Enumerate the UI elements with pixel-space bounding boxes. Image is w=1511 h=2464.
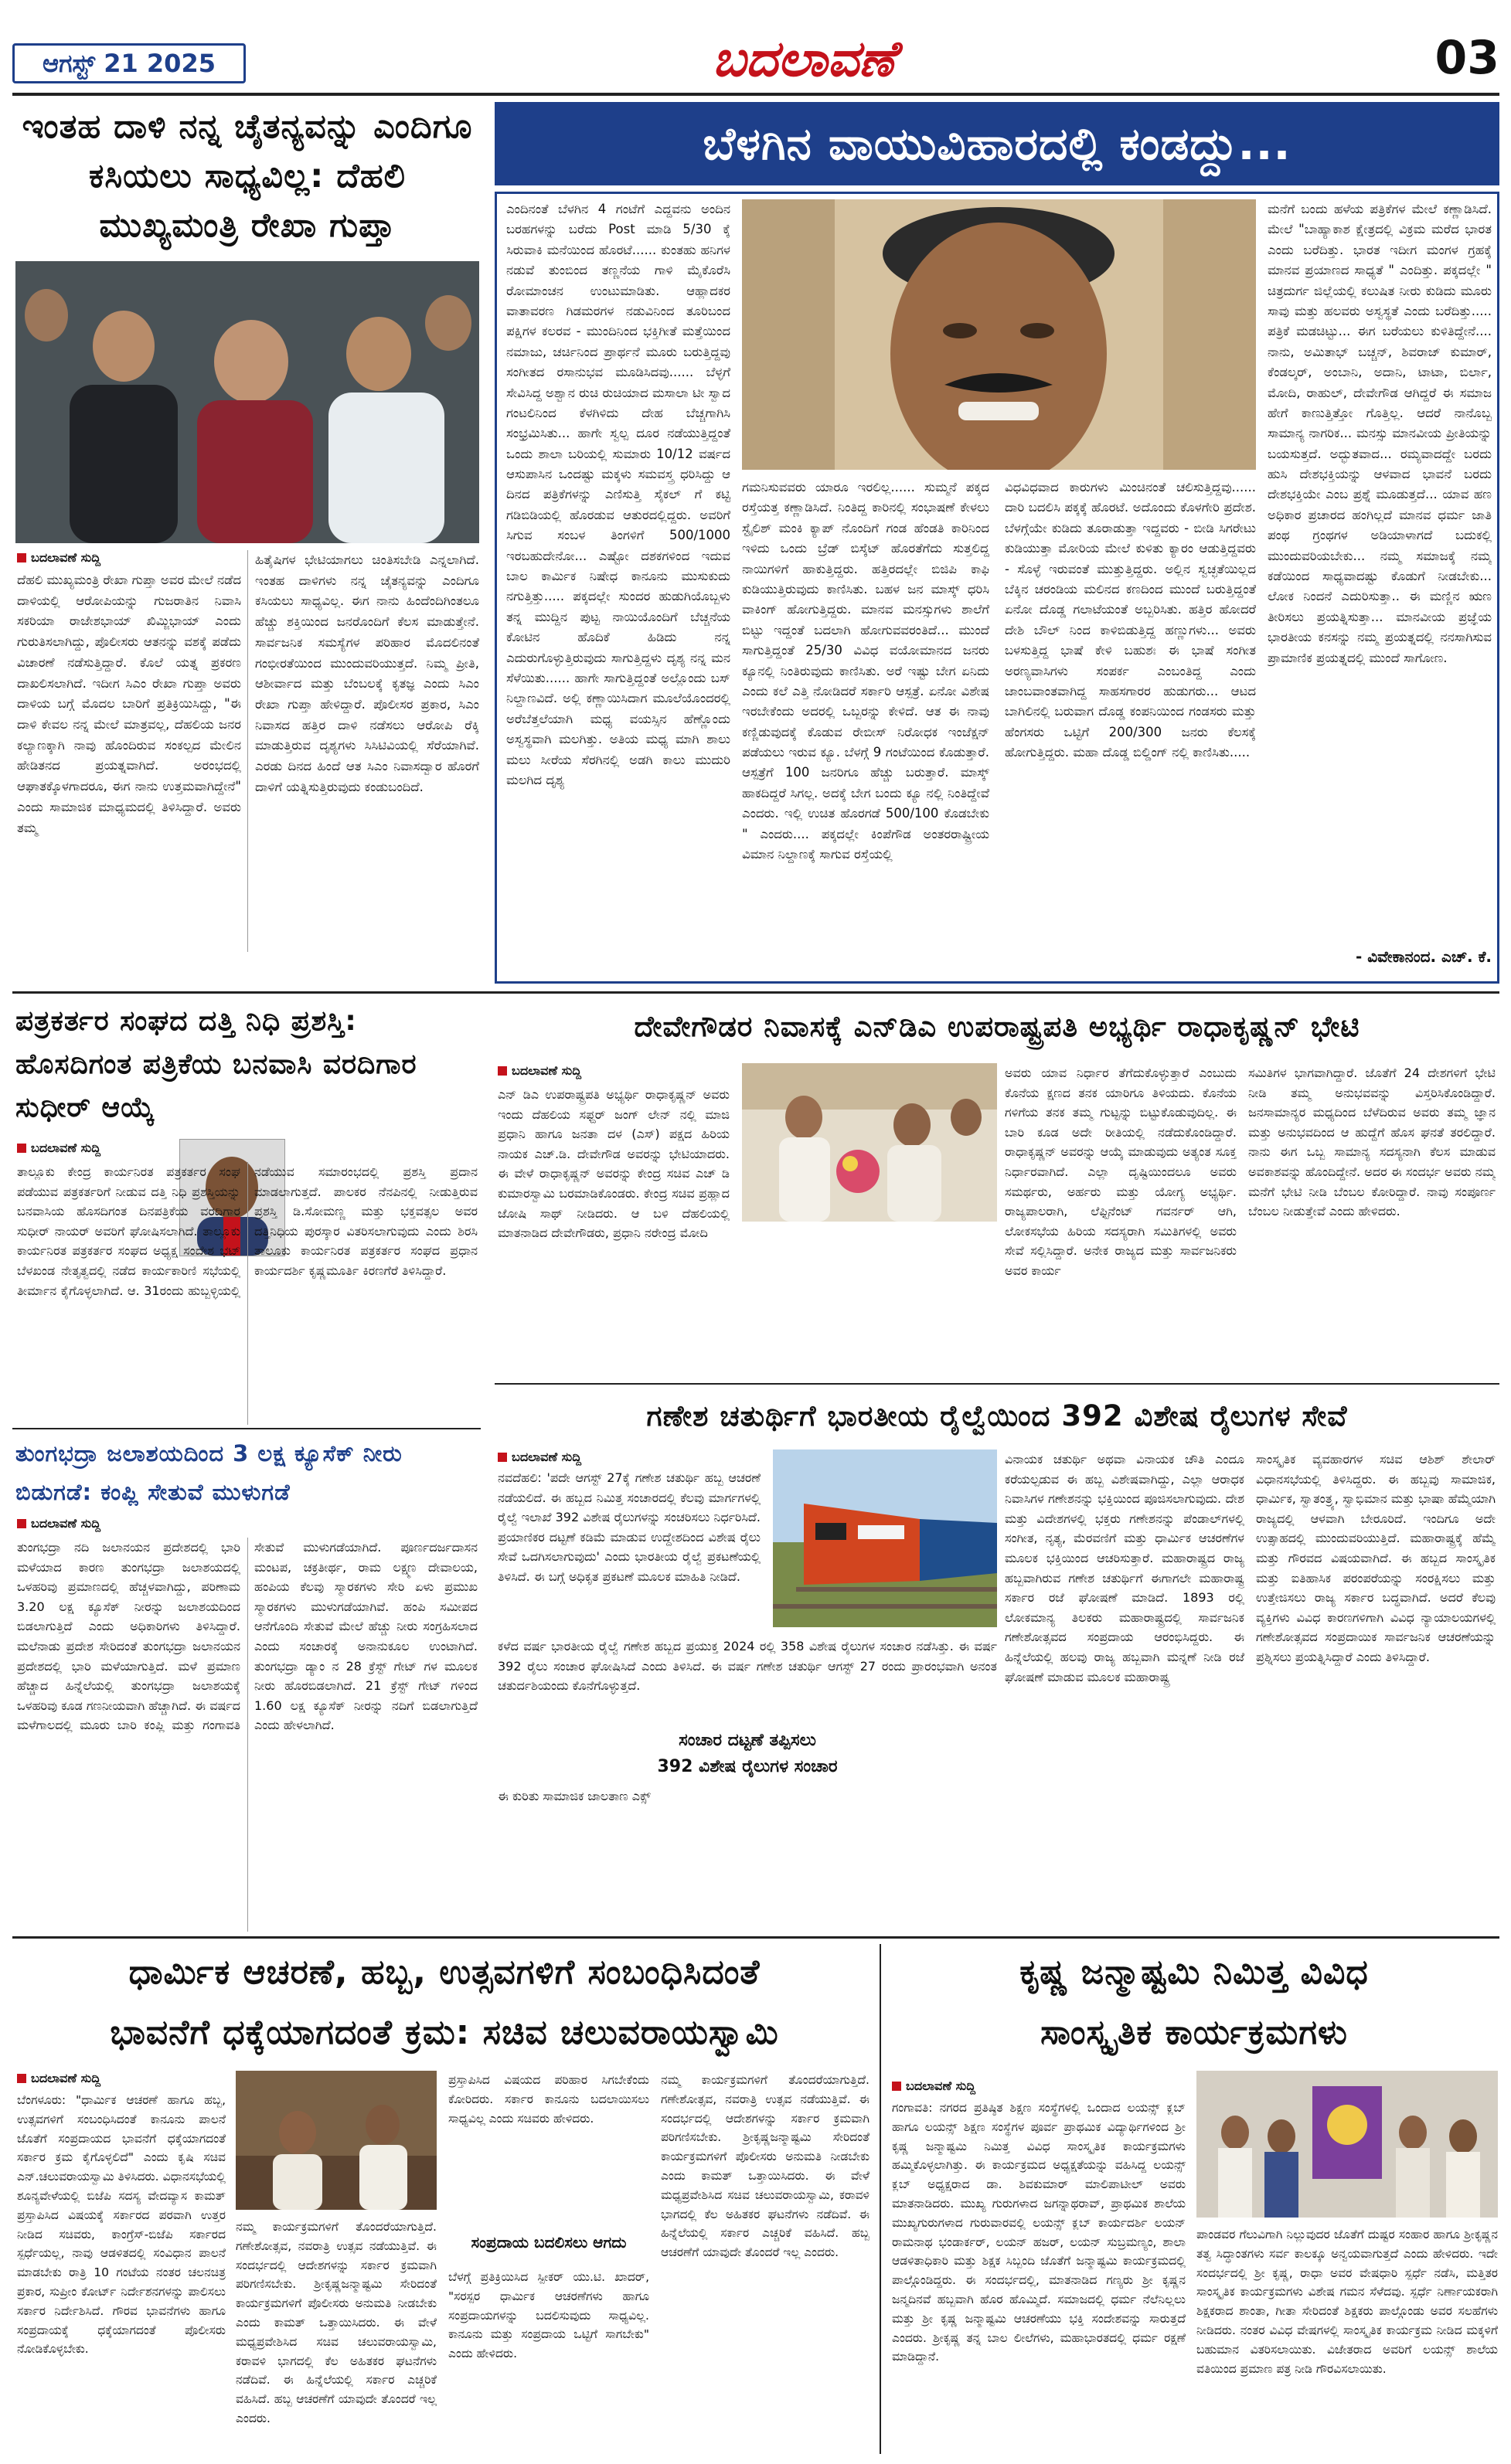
feature-col2: ಗಮನಿಸುವವರು ಯಾರೂ ಇರಲಿಲ್ಲ...... ಸುಮ್ಮನೆ ಪಕ್ಕದ ರಸ್ತೆಯತ್ತ ಕಣ್ಣಾಡಿಸಿದೆ. ನಿಂತಿದ್ದ ಕಾರಿನಲ್ಲಿ ಸಂಭಾಷಣೆ ಕೇಳಲು ಸ್ಟೈಲಿಶ್ ಮಂಕಿ ಕ್ಯಾಪ್ ನೊಂದಿಗೆ ಗಂಡ ಹೆಂಡತಿ ಕಾರಿನಿಂದ ಇಳಿದು ಒಂದು ಬ್ರೆಡ್ ಬಿಸ್ಕೆಟ್ ಹೊರತೆಗೆದು ಸುತ್ತಲಿದ್ದ ನಾಯಿಗಳಿಗೆ ಹಾಕುತ್ತಿದ್ದರು. ಹತ್ತಿರದಲ್ಲೇ ಬಿಜಿಪಿ ಕಾಫಿ ಕುಡಿಯುತ್ತಿರುವುದು ಕಾಣಿಸಿತು. ಬಹಳ ಜನ ಮಾಸ್ಕ್ ಧರಿಸಿ ವಾಕಿಂಗ್ ಹೋಗುತ್ತಿದ್ದರು. ಮಾನವ ಮನಸ್ಸುಗಳು ಶಾಲೆಗೆ ಬಿಟ್ಟು ಇದ್ದಂತೆ ಬದಲಾಗಿ ಹೋಗುವವರಂತಿದೆ... ಮುಂದೆ ಸಾಗುತ್ತಿದ್ದಂತೆ 25/30 ವಿವಿಧ ವಯೋಮಾನದ ಜನರು ಕ್ಯೂನಲ್ಲಿ ನಿಂತಿರುವುದು ಕಾಣಿಸಿತು. ಅರೆ ಇಷ್ಟು ಬೇಗ ಏನಿದು ಎಂದು ಕಲೆ ಎತ್ತಿ ನೋಡಿದರೆ ಸರ್ಕಾರಿ ಆಸ್ಪತ್ರೆ. ಏನೋ ವಿಶೇಷ ಇರಬೇಕೆಂದು ಅದರಲ್ಲಿ ಒಬ್ಬರನ್ನು ಕೇಳಿದೆ. ಆತ ಈ ನಾವು ಕಣ್ಣಿಡುವುದಕ್ಕೆ ಕೊಡುವ ರೇಬೀಸ್ ನಿರೋಧಕ ಇಂಜೆಕ್ಷನ್ ಪಡೆಯಲು ಇರುವ ಕ್ಯೂ. ಬೆಳಗ್ಗೆ 9 ಗಂಟೆಯಿಂದ ಕೊಡುತ್ತಾರೆ. ಆಸ್ಪತ್ರೆಗೆ 100 ಜನರಿಗೂ ಹೆಚ್ಚು ಬರುತ್ತಾರೆ. ಮಾಸ್ಕ್ ಹಾಕದಿದ್ದರೆ ಸಿಗಲ್ಲ. ಅದಕ್ಕೆ ಬೇಗ ಬಂದು ಕ್ಯೂ ನಲ್ಲಿ ನಿಂತಿದ್ದೇವೆ ಎಂದರು. ಇಲ್ಲಿ ಉಚಿತ ಹೊರಗಡೆ 500/100 ಕೊಡಬೇಕು " ಎಂದರು.... ಪಕ್ಕದಲ್ಲೇ ಕಿಂಪೆಗೌಡ ಅಂತರರಾಷ್ಟ್ರೀಯ ವಿಮಾನ ನಿಲ್ದಾಣಕ್ಕೆ ಸಾಗುವ ರಸ್ತೆಯಲ್ಲಿ [742,480,989,862]
tunga-byline [17,1516,241,1536]
brand-logo: ಬದಲಾವಣೆ [712,31,896,88]
byline-marker-icon [17,1144,26,1153]
byline-text: ಬದಲಾವಣೆ ಸುದ್ದಿ [512,1450,582,1464]
dharmika-col2: ನಮ್ಮ ಕಾರ್ಯಕ್ರಮಗಳಿಗೆ ತೊಂದರೆಯಾಗುತ್ತಿದೆ. ಗಣೇಶೋತ್ಸವ, ನವರಾತ್ರಿ ಉತ್ಸವ ನಡೆಯುತ್ತಿವೆ. ಈ ಸಂದರ್ಭದಲ್ಲಿ ಆದೇಶಗಳನ್ನು ಸರ್ಕಾರ ಕ್ರಮವಾಗಿ ಪರಿಗಣಿಸಬೇಕು. ಶ್ರೀಕೃಷ್ಣಜನ್ಮಾಷ್ಟಮಿ ಸೇರಿದಂತೆ ಕಾರ್ಯಕ್ರಮಗಳಿಗೆ ಪೊಲೀಸರು ಅನುಮತಿ ನೀಡಬೇಕು ಎಂದು ಕಾಮತ್ ಒತ್ತಾಯಿಸಿದರು. ಈ ವೇಳೆ ಮಧ್ಯಪ್ರವೇಶಿಸಿದ ಸಚಿವ ಚಲುವರಾಯಸ್ವಾಮಿ, ಕರಾವಳಿ ಭಾಗದಲ್ಲಿ ಕೆಲ ಅಹಿತಕರ ಘಟನೆಗಳು ನಡೆದಿವೆ. ಈ ಹಿನ್ನೆಲೆಯಲ್ಲಿ ಸರ್ಕಾರ ಎಚ್ಚರಿಕೆ ವಹಿಸಿದೆ. ಹಬ್ಬ ಆಚರಣೆಗೆ ಯಾವುದೇ ತೊಂದರೆ ಇಲ್ಲ ಎಂದರು. [236,2220,437,2425]
devegowda-col1: ಎನ್ ಡಿಎ ಉಪರಾಷ್ಟ್ರಪತಿ ಅಭ್ಯರ್ಥಿ ರಾಧಾಕೃಷ್ಣನ್ ಅವರು ಇಂದು ದೆಹಲಿಯ ಸಫ್ದರ್ ಜಂಗ್ ಲೇನ್ ನಲ್ಲಿ ಮಾಜಿ ಪ್ರಧಾನಿ ಹಾಗೂ ಜನತಾ ದಳ (ಎಸ್) ಪಕ್ಷದ ಹಿರಿಯ ನಾಯಕ ಎಚ್.ಡಿ. ದೇವೇಗೌಡ ಅವರನ್ನು ಭೇಟಿಯಾದರು. ಈ ವೇಳೆ ರಾಧಾಕೃಷ್ಣನ್ ಅವರನ್ನು ಕೇಂದ್ರ ಸಚಿವ ಎಚ್ ಡಿ ಕುಮಾರಸ್ವಾಮಿ ಬರಮಾಡಿಕೊಂಡರು. ಕೇಂದ್ರ ಸಚಿವ ಪ್ರಹ್ಲಾದ ಜೋಷಿ ಸಾಥ್ ನೀಡಿದರು. ಆ ಬಳಿ ದೆಹಲಿಯಲ್ಲಿ ಮಾತನಾಡಿದ ದೇವೇಗೌಡರು, ಪ್ರಧಾನಿ ನರೇಂದ್ರ ಮೋದಿ [498,1087,730,1241]
page-number: 03 [1434,31,1499,85]
devegowda-col3: ಸಮಿತಿಗಳ ಭಾಗವಾಗಿದ್ದಾರೆ. ಜೊತೆಗೆ 24 ದೇಶಗಳಿಗೆ ಭೇಟಿ ನೀಡಿ ತಮ್ಮ ಅನುಭವವನ್ನು ವಿಸ್ತರಿಸಿಕೊಂಡಿದ್ದಾರೆ. ಜನಸಾಮಾನ್ಯರ ಮಧ್ಯದಿಂದ ಬೆಳೆದಿರುವ ಅವರು ತಮ್ಮ ಜ್ಞಾನ ಮತ್ತು ಅನುಭವದಿಂದ ಆ ಹುದ್ದೆಗೆ ಹೊಸ ಘನತೆ ತರಲಿದ್ದಾರೆ. ನಾನು ಈಗ ಒಬ್ಬ ಸಾಮಾನ್ಯ ಸದಸ್ಯನಾಗಿ ಕೆಲಸ ಮಾಡುವ ಅವಕಾಶವನ್ನು ಹೊಂದಿದ್ದೇನೆ. ಅದರ ಈ ಸಂದರ್ಭ ಅವರು ನಮ್ಮ ಮನೆಗೆ ಭೇಟಿ ನೀಡಿ ಬೆಂಬಲ ಕೋರಿದ್ದಾರೆ. ನಾವು ಸಂಪೂರ್ಣ ಬೆಂಬಲ ನೀಡುತ್ತೇವೆ ಎಂದು ಹೇಳಿದರು. [1248,1065,1496,1219]
feature-col3: ವಿಧವಿಧವಾದ ಕಾರುಗಳು ಮಿಂಚಿನಂತೆ ಚಲಿಸುತ್ತಿದ್ದವು...... ದಾರಿ ಬದಲಿಸಿ ಪಕ್ಕಕ್ಕೆ ಹೊರಟೆ. ಅದೊಂದು ಕೊಳಗೇರಿ ಪ್ರದೇಶ. ಬೆಳಗ್ಗೆಯೇ ಕುಡಿದು ತೂರಾಡುತ್ತಾ ಇದ್ದವರು - ಬೀಡಿ ಸಿಗರೇಟು ಕುಡಿಯುತ್ತಾ ಮೋರಿಯ ಮೇಲೆ ಕುಳಿತು ಕ್ಯಾರಂ ಆಡುತ್ತಿದ್ದವರು - ಸೊಳ್ಳೆ ಇರುವಂತೆ ಮುತ್ತುತ್ತಿದ್ದರು. ಅಲ್ಲಿನ ಸ್ವಚ್ಛತೆಯಿಲ್ಲದ ಬೆಕ್ಕಿನ ಚರಂಡಿಯ ಮಲಿನದ ಕಣದಿಂದ ಮುಂದೆ ಬರುತ್ತಿದ್ದಂತೆ ಏನೋ ದೊಡ್ಡ ಗಲಾಟೆಯಂತೆ ಅಬ್ಬರಿಸಿತು. ಹತ್ತಿರ ಹೋದರೆ ದೇಶಿ ಬೌಲ್ ನಿಂದ ಕಾಳಿಬಿಡುತ್ತಿದ್ದ ಹಣ್ಣುಗಳು... ಅವರು ಬಳಸುತ್ತಿದ್ದ ಭಾಷೆ ಕೇಳಿ ಬಹುಶಃ ಈ ಭಾಷೆ ಸಂಗೀತ ಅರಣ್ಯವಾಸಿಗಳು ಸಂಪರ್ಕ ಎಂಬಂತಿದ್ದ ಎಂದು ಜಾಂಬವಾಂತವಾಗಿದ್ದ ಸಾಹಸಗಾರರ ಹುಡುಗರು... ಆಟದ ಬಾಗಿಲಿನಲ್ಲಿ ಬರುವಾಗ ದೊಡ್ಡ ಕಂಪನಿಯಿಂದ ಗಂಡಸರು ಮತ್ತು ಹೆಂಗಸರು ಒಟ್ಟಿಗೆ 200/300 ಜನರು ಕೆಲಸಕ್ಕೆ ಹೋಗುತ್ತಿದ್ದರು. ಮಹಾ ದೊಡ್ಡ ಬಿಲ್ಡಿಂಗ್ ನಲ್ಲಿ ಕಾಣಿಸಿತು..... [1005,480,1256,760]
feature-signature: - ವಿವೇಕಾನಂದ. ಎಚ್. ಕೆ. [1355,947,1492,966]
byline-text: ಬದಲಾವಣೆ ಸುದ್ದಿ [31,1140,101,1155]
devegowda-headline: ದೇವೇಗೌಡರ ನಿವಾಸಕ್ಕೆ ಎನ್‌ಡಿಎ ಉಪರಾಷ್ಟ್ರಪತಿ ಅಭ್ಯರ್ಥಿ ರಾಧಾಕೃಷ್ಣನ್ ಭೇಟಿ [634,1010,1360,1043]
masthead [0,0,1511,93]
dharmika-col3b: ಬೆಳಗ್ಗೆ ಪ್ರತಿಕ್ರಿಯಿಸಿದ ಸ್ಪೀಕರ್ ಯು.ಟಿ. ಖಾದರ್, "ಸರಸ್ಪರ ಧಾರ್ಮಿಕ ಆಚರಣೆಗಳು ಹಾಗೂ ಸಂಪ್ರದಾಯಗಳನ್ನು ಬದಲಿಸುವುದು ಸಾಧ್ಯವಿಲ್ಲ. ಕಾನೂನು ಮತ್ತು ಸಂಪ್ರದಾಯ ಒಟ್ಟಿಗೆ ಸಾಗಬೇಕು" ಎಂದು ಹೇಳಿದರು. [448,2270,649,2361]
dharmika-byline [17,2071,226,2091]
dehli-byline [17,550,241,570]
dehli-col1: ದೆಹಲಿ ಮುಖ್ಯಮಂತ್ರಿ ರೇಖಾ ಗುಪ್ತಾ ಅವರ ಮೇಲೆ ನಡೆದ ದಾಳಿಯಲ್ಲಿ ಆರೋಪಿಯನ್ನು ಗುಜರಾತಿನ ನಿವಾಸಿ ಸಕರಿಯಾ ರಾಜೇಶಭಾಯ್ ಖಿಮ್ಜಿಭಾಯ್ ಎಂದು ಗುರುತಿಸಲಾಗಿದ್ದು, ಪೊಲೀಸರು ಆತನನ್ನು ವಶಕ್ಕೆ ಪಡೆದು ವಿಚಾರಣೆ ನಡೆಸುತ್ತಿದ್ದಾರೆ. ಕೊಲೆ ಯತ್ನ ಪ್ರಕರಣ ದಾಖಲಿಸಲಾಗಿದೆ. ಇದೀಗ ಸಿಎಂ ರೇಖಾ ಗುಪ್ತಾ ಅವರು ದಾಳಿಯ ಬಗ್ಗೆ ಮೊದಲ ಬಾರಿಗೆ ಪ್ರತಿಕ್ರಿಯಿಸಿದ್ದು, "ಈ ದಾಳಿ ಕೇವಲ ನನ್ನ ಮೇಲೆ ಮಾತ್ರವಲ್ಲ, ದೆಹಲಿಯ ಜನರ ಕಲ್ಯಾಣಕ್ಕಾಗಿ ನಾವು ಹೊಂದಿರುವ ಸಂಕಲ್ಪದ ಮೇಲಿನ ಹೇಡಿತನದ ಪ್ರಯತ್ನವಾಗಿದೆ. ಅರಂಭದಲ್ಲಿ ಆಘಾತಕ್ಕೊಳಗಾದರೂ, ಈಗ ನಾನು ಉತ್ತಮವಾಗಿದ್ದೇನೆ" ಎಂದು ಸಾಮಾಜಿಕ ಮಾಧ್ಯಮದಲ್ಲಿ ತಿಳಿಸಿದ್ದಾರೆ. ಅವರು ತಮ್ಮ [17,573,241,835]
byline-marker-icon [17,1519,26,1528]
patrakartara-text: ತಾಲ್ಲೂಕು ಕೇಂದ್ರ ಕಾರ್ಯನಿರತ ಪತ್ರಕರ್ತರ ಸಂಘ ಪಡೆಯುವ ಪತ್ರಕರ್ತರಿಗೆ ನೀಡುವ ದತ್ತಿ ನಿಧಿ ಪ್ರಶಸ್ತಿಯನ್ನು ಬನವಾಸಿಯ ಹೊಸದಿಗಂತ ದಿನಪತ್ರಿಕೆಯ ವರದಿಗಾರ ಸುಧೀರ್ ನಾಯರ್ ಅವರಿಗೆ ಘೋಷಿಸಲಾಗಿದೆ. ತಾಲ್ಲೂಕು ಕಾರ್ಯನಿರತ ಪತ್ರಕರ್ತರ ಸಂಘದ ಅಧ್ಯಕ್ಷ ಸಂದೇಶ ಭಟ್ ಬೆಳಖಂಡ ನೇತೃತ್ವದಲ್ಲಿ ನಡೆದ ಕಾರ್ಯಕಾರಿಣಿ ಸಭೆಯಲ್ಲಿ ತೀರ್ಮಾನ ಕೈಗೊಳ್ಳಲಾಗಿದೆ. ಆ. 31ರಂದು ಹುಬ್ಬಳ್ಳಿಯಲ್ಲಿ ನಡೆಯುವ ಸಮಾರಂಭದಲ್ಲಿ ಪ್ರಶಸ್ತಿ ಪ್ರದಾನ ಮಾಡಲಾಗುತ್ತದೆ. ಪಾಲಕರ ನೆನಪಿನಲ್ಲಿ ನೀಡುತ್ತಿರುವ ಪ್ರಶಸ್ತಿ ಡಿ.ಸೋಮಣ್ಣ ಮತ್ತು ಭಕ್ತವತ್ಸಲ ಅವರ ದತ್ತಿನಿಧಿಯ ಪುರಸ್ಕಾರ ವಿತರಿಸಲಾಗುವುದು ಎಂದು ಶಿರಸಿ ತಾಲೂಕು ಕಾರ್ಯನಿರತ ಪತ್ರಕರ್ತರ ಸಂಘದ ಪ್ರಧಾನ ಕಾರ್ಯದರ್ಶಿ ಕೃಷ್ಣಮೂರ್ತಿ ಕಿರಣಗೆರೆ ತಿಳಿಸಿದ್ದಾರೆ. [17,1164,478,1298]
feature-col1: ಎಂದಿನಂತೆ ಬೆಳಗಿನ 4 ಗಂಟೆಗೆ ಎದ್ದವನು ಅಂದಿನ ಬರಹಗಳನ್ನು ಬರೆದು Post ಮಾಡಿ 5/30 ಕ್ಕೆ ಸಿರುವಾಕಿ ಮನೆಯಿಂದ ಹೊರಟೆ...... ಕುಂತಹು ಹನಿಗಳ ನಡುವೆ ತುಂಬಿಂದ ತಣ್ಣನೆಯ ಗಾಳಿ ಮೈಕೊರೆಸಿ ರೋಮಾಂಚನ ಉಂಟುಮಾಡಿತು. ಆಹ್ಲಾದಕರ ವಾತಾವರಣ ಗಿಡಮರಗಳ ನಡುವಿನಿಂದ ತೂರಿಬಂದ ಪಕ್ಷಿಗಳ ಕಲರವ - ಮುಂದಿನಿಂದ ಭಕ್ತಿಗೀತೆ ಮತ್ತೆಯಿಂದ ನಮಾಜು, ಚರ್ಚಿನಿಂದ ಪ್ರಾರ್ಥನೆ ಮೂರು ಬರುತ್ತಿದ್ದವು ಸಂಗೀತದ ರಸಾನುಭವ ಮೂಡಿಸಿದವು...... ಬೆಳ್ಳಗೆ ಸೇವಿಸಿದ್ದ ಅಶ್ವಾನ ರುಚಿ ರುಚಿಯಾದ ಮಸಾಲಾ ಟೀ ಸ್ವಾದ ಗಂಟಲಿನಿಂದ ಕೆಳಗಿಳಿದು ದೇಹ ಬೆಚ್ಚಗಾಗಿಸಿ ಸಂಭ್ರಮಿಸಿತು... ಹಾಗೇ ಸ್ವಲ್ಪ ದೂರ ನಡೆಯುತ್ತಿದ್ದಂತೆ ಒಂದು ಶಾಲಾ ಬರಿಯಲ್ಲಿ ಸುಮಾರು 10/12 ವರ್ಷದ ಆಸುಪಾಸಿನ ಒಂದಷ್ಟು ಮಕ್ಕಳು ಸಮವಸ್ತ್ರ ಧರಿಸಿದ್ದು ಆ ದಿನದ ಪತ್ರಿಕೆಗಳನ್ನು ಎಣಿಸುತ್ತಿ ಸೈಕಲ್ ಗೆ ಕಟ್ಟಿ ಗಡಿಬಿಡಿಯಲ್ಲಿ ಹೊರಡುವ ಆತುರದಲ್ಲಿದ್ದರು. ಅವರಿಗೆ ಸಿಗುವ ಸಂಬಳ ತಿಂಗಳಿಗೆ 500/1000 ಇರಬಹುದೇನೋ... ಎಷ್ಟೋ ದಶಕಗಳಿಂದ ಇದುವ ಬಾಲ ಕಾರ್ಮಿಕ ನಿಷೇಧ ಕಾನೂನು ಮುಸುಕುದು ನಗುತ್ತಿತ್ತು..... ಪಕ್ಕದಲ್ಲೇ ಸುಂದರ ಹುಡುಗಿಯೊಬ್ಬಳು ತನ್ನ ಮುದ್ದಿನ ಪುಟ್ಟ ನಾಯಿಯೊಂದಿಗೆ ಬೆಚ್ಚನೆಯ ಕೋಟಿನ ಹೊದಿಕೆ ಹಿಡಿದು ನನ್ನ ಎದುರುಗೊಳ್ಳುತ್ತಿರುವುದು ಸಾಗುತ್ತಿದ್ದಳು ದೃಶ್ಯ ನನ್ನ ಮನ ಸೆಳೆಯಿತು...... ಹಾಗೇ ಸಾಗುತ್ತಿದ್ದಂತೆ ಅಲ್ಲೊಂದು ಬಸ್ ನಿಲ್ದಾಣವಿದೆ. ಅಲ್ಲಿ ಕಣ್ಣಾಯಿಸಿದಾಗ ಮೂಲೆಯೊಂದರಲ್ಲಿ ಅರೆಬೆತ್ತಲೆಯಾಗಿ ಮಧ್ಯ ವಯಸ್ಸಿನ ಹೆಣ್ಣೊಂದು ಅಸ್ವಸ್ಥವಾಗಿ ಮಲಗಿತ್ತು. ಅತಿಯ ಮಧ್ಯ ಮಾಗಿ ಶಾಲು ಮಲು ಸೀರೆಯ ಸೆರಗಿನಲ್ಲಿ ಅಡಗಿ ಕಾಲು ಮುದುರಿ ಮಲಗಿದ ದೃಶ್ಯ [506,202,730,787]
ganesha-headline: ಗಣೇಶ ಚತುರ್ಥಿಗೆ ಭಾರತೀಯ ರೈಲ್ವೆಯಿಂದ 392 ವಿಶೇಷ ರೈಲುಗಳ ಸೇವೆ [646,1399,1348,1433]
section-rule-2 [12,1428,481,1429]
dharmika-headline-2: ಭಾವನೆಗೆ ಧಕ್ಕೆಯಾಗದಂತೆ ಕ್ರಮ: ಸಚಿವ ಚಲುವರಾಯಸ್ವಾಮಿ [110,2013,779,2052]
tunga-headline: ತುಂಗಭದ್ರಾ ಜಲಾಶಯದಿಂದ 3 ಲಕ್ಷ ಕ್ಯೂಸೆಕ್ ನೀರು ಬಿಡುಗಡೆ: ಕಂಪ್ಲಿ ಸೇತುವೆ ಮುಳುಗಡೆ [15,1440,403,1505]
byline-text: ಬದಲಾವಣೆ ಸುದ್ದಿ [512,1063,582,1078]
devegowda-col2: ಅವರು ಯಾವ ನಿರ್ಧಾರ ತೆಗೆದುಕೊಳ್ಳುತ್ತಾರೆ ಎಂಬುದು ಕೊನೆಯ ಕ್ಷಣದ ತನಕ ಯಾರಿಗೂ ತಿಳಿಯದು. ಕೊನೆಯ ಗಳಿಗೆಯ ತನಕ ತಮ್ಮ ಗುಟ್ಟನ್ನು ಬಿಟ್ಟುಕೊಡುವುದಿಲ್ಲ. ಈ ಬಾರಿ ಕೂಡ ಅದೇ ರೀತಿಯಲ್ಲಿ ನಡೆದುಕೊಂಡಿದ್ದಾರೆ. ರಾಧಾಕೃಷ್ಣನ್ ಅವರನ್ನು ಆಯ್ಕೆ ಮಾಡುವುದು ಅತ್ಯಂತ ಸೂಕ್ತ ನಿರ್ಧಾರವಾಗಿದೆ. ಎಲ್ಲಾ ದೃಷ್ಟಿಯಿಂದಲೂ ಅವರು ಸಮರ್ಥರು, ಅರ್ಹರು ಮತ್ತು ಯೋಗ್ಯ ಅಭ್ಯರ್ಥಿ. ರಾಜ್ಯಪಾಲರಾಗಿ, ಲೆಫ್ಟಿನೆಂಟ್ ಗವರ್ನರ್ ಆಗಿ, ಲೋಕಸಭೆಯ ಹಿರಿಯ ಸದಸ್ಯರಾಗಿ ಸಮಿತಿಗಳಲ್ಲಿ ಅವರು ಸೇವೆ ಸಲ್ಲಿಸಿದ್ದಾರೆ. ಅನೇಕ ರಾಜ್ಯದ ಮತ್ತು ಸಾರ್ವಜನಿಕರು ಅವರ ಕಾರ್ಯ [1005,1065,1237,1278]
ganesha-col1b: ಕಳೆದ ವರ್ಷ ಭಾರತೀಯ ರೈಲ್ವೆ ಗಣೇಶ ಹಬ್ಬದ ಪ್ರಯುಕ್ತ 2024 ರಲ್ಲಿ 358 ವಿಶೇಷ ರೈಲುಗಳ ಸಂಚಾರ ನಡೆಸಿತ್ತು. ಈ ವರ್ಷ 392 ರೈಲು ಸಂಚಾರ ಘೋಷಿಸಿದೆ ಎಂದು ತಿಳಿಸಿದೆ. ಈ ವರ್ಷ ಗಣೇಶ ಚತುರ್ಥಿ ಆಗಸ್ಟ್ 27 ರಂದು ಪ್ರಾರಂಭವಾಗಿ ಅನಂತ ಚತುರ್ದಶಿಯಂದು ಕೊನೆಗೊಳ್ಳುತ್ತದೆ. [498,1639,997,1694]
byline-marker-icon [892,2082,901,2091]
section-rule-4 [12,1936,1499,1939]
dehli-col2: ಹಿತೈಷಿಗಳ ಭೇಟಿಯಾಗಲು ಚಿಂತಿಸಬೇಡಿ ಎನ್ನಲಾಗಿದೆ. ಇಂತಹ ದಾಳಿಗಳು ನನ್ನ ಚೈತನ್ಯವನ್ನು ಎಂದಿಗೂ ಕಸಿಯಲು ಸಾಧ್ಯವಿಲ್ಲ. ಈಗ ನಾನು ಹಿಂದೆಂದಿಗಿಂತಲೂ ಹೆಚ್ಚು ಶಕ್ತಿಯಿಂದ ಜನರೊಂದಿಗೆ ಕೆಲಸ ಮಾಡುತ್ತೇನೆ. ಸಾರ್ವಜನಿಕ ಸಮಸ್ಯೆಗಳ ಪರಿಹಾರ ಮೊದಲಿನಂತೆ ಗಂಭೀರತೆಯಿಂದ ಮುಂದುವರಿಯುತ್ತದೆ. ನಿಮ್ಮ ಪ್ರೀತಿ, ಆಶೀರ್ವಾದ ಮತ್ತು ಬೆಂಬಲಕ್ಕೆ ಕೃತಜ್ಞ ಎಂದು ಸಿಎಂ ರೇಖಾ ಗುಪ್ತಾ ಹೇಳಿದ್ದಾರೆ. ಪೊಲೀಸರ ಪ್ರಕಾರ, ಸಿಎಂ ನಿವಾಸದ ಹತ್ತಿರ ದಾಳಿ ನಡೆಸಲು ಆರೋಪಿ ರೆಕ್ಕಿ ಮಾಡುತ್ತಿರುವ ದೃಶ್ಯಗಳು ಸಿಸಿಟಿವಿಯಲ್ಲಿ ಸೆರೆಯಾಗಿವೆ. ಎರಡು ದಿನದ ಹಿಂದೆ ಆತ ಸಿಎಂ ನಿವಾಸದ್ವಾರ ಹೊರಗೆ ದಾಳಿಗೆ ಯತ್ನಿಸುತ್ತಿರುವುದು ಕಂಡುಬಂದಿದೆ. [255,552,479,794]
krishna-headline-2: ಸಾಂಸ್ಕೃತಿಕ ಕಾರ್ಯಕ್ರಮಗಳು [1040,2013,1348,2052]
train-photo [773,1450,997,1627]
tunga-text: ತುಂಗಭದ್ರಾ ನದಿ ಜಲಾನಯನ ಪ್ರದೇಶದಲ್ಲಿ ಭಾರಿ ಮಳೆಯಾದ ಕಾರಣ ತುಂಗಭದ್ರಾ ಜಲಾಶಯದಲ್ಲಿ ಒಳಹರಿವು ಪ್ರಮಾಣದಲ್ಲಿ ಹೆಚ್ಚಳವಾಗಿದ್ದು, ಪರಿಣಾಮ 3.20 ಲಕ್ಷ ಕ್ಯೂಸೆಕ್ ನೀರನ್ನು ಜಲಾಶಯದಿಂದ ಬಿಡಲಾಗುತ್ತಿದೆ ಎಂದು ಅಧಿಕಾರಿಗಳು ತಿಳಿಸಿದ್ದಾರೆ. ಮಲೆನಾಡು ಪ್ರದೇಶ ಸೇರಿದಂತೆ ತುಂಗಭದ್ರಾ ಜಲಾನಯನ ಪ್ರದೇಶದಲ್ಲಿ ಭಾರಿ ಮಳೆಯಾಗುತ್ತಿದೆ. ಮಳೆ ಪ್ರಮಾಣ ಹೆಚ್ಚಾದ ಹಿನ್ನೆಲೆಯಲ್ಲಿ ತುಂಗಭದ್ರಾ ಜಲಾಶಯಕ್ಕೆ ಒಳಹರಿವು ಕೂಡ ಗಣನೀಯವಾಗಿ ಹೆಚ್ಚಾಗಿದೆ. ಈ ವರ್ಷದ ಮಳೆಗಾಲದಲ್ಲಿ ಮೂರು ಬಾರಿ ಕಂಪ್ಲಿ ಮತ್ತು ಗಂಗಾವತಿ ಸೇತುವೆ ಮುಳುಗಡೆಯಾಗಿದೆ. ಪೂರ್ಣದರ್ಜದಾಸನ ಮಂಟಪ, ಚಕ್ರತೀರ್ಥ, ರಾಮ ಲಕ್ಷ್ಮಣ ದೇವಾಲಯ, ಹಂಪಿಯ ಕೆಲವು ಸ್ಮಾರಕಗಳು ಸೇರಿ ಏಳು ಪ್ರಮುಖ ಸ್ಮಾರಕಗಳು ಮುಳುಗಡೆಯಾಗಿವೆ. ಹಂಪಿ ಸಮೀಪದ ಆನೆಗೊಂದಿ ಸೇತುವೆ ಮೇಲೆ ಹೆಚ್ಚು ನೀರು ಸಂಗ್ರಹಿಸಲಾದ ಎಂದು ಸಂಚಾರಕ್ಕೆ ಅನಾನುಕೂಲ ಉಂಟಾಗಿದೆ. ತುಂಗಭದ್ರಾ ಡ್ಯಾಂ ನ 28 ಕ್ರೆಸ್ಟ್ ಗೇಟ್ ಗಳ ಮೂಲಕ ನೀರು ಹೊರಬಿಡಲಾಗಿದೆ. 21 ಕ್ರೆಸ್ಟ್ ಗೇಟ್ ಗಳಿಂದ 1.60 ಲಕ್ಷ ಕ್ಯೂಸೆಕ್ ನೀರನ್ನು ನದಿಗೆ ಬಿಡಲಾಗುತ್ತಿದೆ ಎಂದು ಹೇಳಲಾಗಿದೆ. [17,1540,478,1733]
ganesha-subhead1: ಸಂಚಾರ ದಟ್ಟಣೆ ತಪ್ಪಿಸಲು [679,1731,816,1750]
dharmika-subhead: ಸಂಪ್ರದಾಯ ಬದಲಿಸಲು ಆಗದು [471,2233,627,2252]
krishna-byline [892,2078,1186,2099]
ganesha-col3: ಸಾಂಸ್ಕೃತಿಕ ವ್ಯವಹಾರಗಳ ಸಚಿವ ಆಶಿಶ್ ಶೇಲಾರ್ ವಿಧಾನಸಭೆಯಲ್ಲಿ ತಿಳಿಸಿದ್ದರು. ಈ ಹಬ್ಬವು ಸಾಮಾಜಿಕ, ಧಾರ್ಮಿಕ, ಸ್ವಾತಂತ್ರ್ಯ, ಸ್ವಾಭಿಮಾನ ಮತ್ತು ಭಾಷಾ ಹೆಮ್ಮೆಯಾಗಿ ರಾಜ್ಯದಲ್ಲಿ ಆಳವಾಗಿ ಬೇರೂರಿದೆ. ಇಂದಿಗೂ ಅದೇ ಉತ್ಸಾಹದಲ್ಲಿ ಮುಂದುವರಿಯುತ್ತಿದೆ. ಮಹಾರಾಷ್ಟ್ರಕ್ಕೆ ಹೆಮ್ಮೆ ಮತ್ತು ಗೌರವದ ವಿಷಯವಾಗಿದೆ. ಈ ಹಬ್ಬದ ಸಾಂಸ್ಕೃತಿಕ ಮತ್ತು ಐತಿಹಾಸಿಕ ಪರಂಪರೆಯನ್ನು ಸಂರಕ್ಷಿಸಲು ಮತ್ತು ಉತ್ತೇಜಿಸಲು ರಾಜ್ಯ ಸರ್ಕಾರ ಬದ್ಧವಾಗಿದೆ. ಅದರೆ ಕೆಲವು ವ್ಯಕ್ತಿಗಳು ವಿವಿಧ ಕಾರಣಗಳಿಗಾಗಿ ವಿವಿಧ ನ್ಯಾಯಾಲಯಗಳಲ್ಲಿ ಗಣೇಶೋತ್ಸವದ ಸಂಪ್ರದಾಯಿಕ ಸಾರ್ವಜನಿಕ ಆಚರಣೆಯನ್ನು ಪ್ರಶ್ನಿಸಲು ಪ್ರಯತ್ನಿಸಿದ್ದಾರೆ ಎಂದು ತಿಳಿಸಿದ್ದಾರೆ. [1256,1452,1496,1664]
feature-col4: ಮನೆಗೆ ಬಂದು ಹಳೆಯ ಪತ್ರಿಕೆಗಳ ಮೇಲೆ ಕಣ್ಣಾಡಿಸಿದೆ. ಮೇಲೆ "ಬಾಹ್ಯಾಕಾಶ ಕ್ಷೇತ್ರದಲ್ಲಿ ವಿಕ್ರಮ ಮರೆದ ಭಾರತ ಎಂದು ಬರೆದಿತ್ತು. ಭಾರತ ಇದೀಗ ಮಂಗಳ ಗ್ರಹಕ್ಕೆ ಮಾನವ ಪ್ರಯಾಣದ ಸಾಧ್ಯತೆ " ಎಂದಿತ್ತು. ಪಕ್ಕದಲ್ಲೇ " ಚಿತ್ರದುರ್ಗ ಜಿಲ್ಲೆಯಲ್ಲಿ ಕಲುಷಿತ ನೀರು ಕುಡಿದು ಮೂರು ಸಾವು ಮತ್ತು ಹಲವರು ಅಸ್ವಸ್ಥತೆ ಎಂದು ಬರೆದಿತ್ತು..... ಪತ್ರಿಕೆ ಮಡಚಿಟ್ಟು... ಈಗ ಬರೆಯಲು ಕುಳಿತಿದ್ದೇನೆ.... ನಾನು, ಅಮಿತಾಭ್ ಬಚ್ಚನ್, ಶಿವರಾಜ್ ಕುಮಾರ್, ಕೆಂಡಲ್ಕರ್, ಅಂಬಾನಿ, ಅದಾನಿ, ಟಾಟಾ, ಬಿರ್ಲಾ, ಮೋದಿ, ರಾಹುಲ್, ದೇವೇಗೌಡ ಆಗಿದ್ದರೆ ಈ ಸಮಾಜ ಹೇಗೆ ಕಾಣುತ್ತಿತ್ತೋ ಗೊತ್ತಿಲ್ಲ. ಆದರೆ ನಾನೊಬ್ಬ ಸಾಮಾನ್ಯ ನಾಗರಿಕ... ಮನಸ್ಸು ಮಾನವೀಯ ಪ್ರೀತಿಯನ್ನು ಬಯಸುತ್ತದೆ. ಅದ್ಭುತವಾದ... ರಮ್ಯವಾದದ್ದೇ ಬರದು ಹುಸಿ ದೇಶಭಕ್ತಿಯನ್ನು ಆಳವಾದ ಭಾವನೆ ಬರದು ದೇಶಭಕ್ತಿಯೇ ಎಂಬ ಪ್ರಶ್ನೆ ಮೂಡುತ್ತದೆ... ಯಾವ ಹಣ ಅಧಿಕಾರ ಪ್ರಚಾರದ ಹಂಗಿಲ್ಲದೆ ಮಾನವ ಧರ್ಮ ಜಾತಿ ಪಂಥ ಗ್ರಂಥಗಳ ಅಡಿಯಾಳಾಗದೆ ಬದುಕಲ್ಲಿ ಮುಂದುವರಿಯಬೇಕು... ನಮ್ಮ ಸಮಾಜಕ್ಕೆ ನಮ್ಮ ಕಡೆಯಿಂದ ಸಾಧ್ಯವಾದಷ್ಟು ಕೊಡುಗೆ ನೀಡಬೇಕು... ಲೋಕ ನಿಂದನೆ ಎದುರಿಸುತ್ತಾ.. ಈ ಮಣ್ಣಿನ ಋಣ ತೀರಿಸಲು ಪ್ರಯತ್ನಿಸುತ್ತಾ... ಮಾನವೀಯ ಪ್ರಜ್ಞೆಯ ಭಾರತೀಯ ಕನಸನ್ನು ನಮ್ಮ ಪ್ರಯತ್ನದಲ್ಲಿ ನನಸಾಗಿಸುವ ಪ್ರಾಮಾಣಿಕ ಪ್ರಯತ್ನದಲ್ಲಿ ಮುಂದೆ ಸಾಗೋಣ. [1268,202,1492,665]
section-rule-3 [495,1383,1499,1385]
byline-marker-icon [17,2074,26,2083]
patrakartara-headline: ಪತ್ರಕರ್ತರ ಸಂಘದ ದತ್ತಿ ನಿಧಿ ಪ್ರಶಸ್ತಿ: ಹೊಸದಿಗಂತ ಪತ್ರಿಕೆಯ ಬನವಾಸಿ ವರದಿಗಾರ ಸುಧೀರ್ ಆಯ್ಕೆ [15,1005,417,1123]
feature-headline: ಬೆಳಗಿನ ವಾಯುವಿಹಾರದಲ್ಲಿ ಕಂಡದ್ದು... [495,102,1499,185]
byline-text: ಬದಲಾವಣೆ ಸುದ್ದಿ [31,2071,101,2085]
patrakartara-byline [17,1140,172,1161]
masthead-rule [12,93,1499,96]
krishna-headline-1: ಕೃಷ್ಣ ಜನ್ಮಾಷ್ಟಮಿ ನಿಮಿತ್ತ ವಿವಿಧ [1019,1953,1369,1992]
dharmika-col3a: ಪ್ರಸ್ತಾಪಿಸಿದ ವಿಷಯದ ಪರಿಹಾರ ಸಿಗಬೇಕೆಂದು ಕೋರಿದರು. ಸರ್ಕಾರ ಕಾನೂನು ಬದಲಾಯಿಸಲು ಸಾಧ್ಯವಿಲ್ಲ ಎಂದು ಸಚಿವರು ಹೇಳಿದರು. [448,2073,649,2126]
ganesha-subhead2: 392 ವಿಶೇಷ ರೈಲುಗಳ ಸಂಚಾರ [657,1757,838,1776]
krishna-col1: ಗಂಗಾವತಿ: ನಗರದ ಪ್ರತಿಷ್ಠಿತ ಶಿಕ್ಷಣ ಸಂಸ್ಥೆಗಳಲ್ಲಿ ಒಂದಾದ ಲಯನ್ಸ್ ಕ್ಲಬ್ ಹಾಗೂ ಲಯನ್ಸ್ ಶಿಕ್ಷಣ ಸಂಸ್ಥೆಗಳ ಪೂರ್ವ ಪ್ರಾಥಮಿಕ ವಿದ್ಯಾರ್ಥಿಗಳಿಂದ ಶ್ರೀ ಕೃಷ್ಣ ಜನ್ಮಾಷ್ಟಮಿ ನಿಮಿತ್ತ ವಿವಿಧ ಸಾಂಸ್ಕೃತಿಕ ಕಾರ್ಯಕ್ರಮಗಳು ಹಮ್ಮಿಕೊಳ್ಳಲಾಗಿತ್ತು. ಈ ಕಾರ್ಯಕ್ರಮದ ಅಧ್ಯಕ್ಷತೆಯನ್ನು ವಹಿಸಿದ್ದ ಲಯನ್ಸ್ ಕ್ಲಬ್ ಅಧ್ಯಕ್ಷರಾದ ಡಾ. ಶಿವಕುಮಾರ್ ಮಾಲಿಪಾಟೀಲ್ ಅವರು ಮಾತನಾಡಿದರು. ಮುಖ್ಯ ಗುರುಗಳಾದ ಜಗನ್ನಾಥರಾವ್, ಪ್ರಾಥಮಿಕ ಶಾಲೆಯ ಮುಖ್ಯಗುರುಗಳಾದ ಗುರುವಾರವಲ್ಲಿ ಲಯನ್ಸ್ ಕ್ಲಬ್ ಕಾರ್ಯದರ್ಶಿ ಲಯನ್ ರಾಮನಾಥ ಭಂಡಾರ್ಕರ್, ಲಯನ್ ಹಜರ್, ಲಯನ್ ಸುಬ್ರಮಣ್ಯಂ, ಶಾಲಾ ಆಡಳಿತಾಧಿಕಾರಿ ಮತ್ತು ಶಿಕ್ಷಕ ಸಿಬ್ಬಂದಿ ಜೊತೆಗೆ ಜನ್ಮಾಷ್ಟಮಿ ಕಾರ್ಯಕ್ರಮದಲ್ಲಿ ಪಾಲ್ಗೊಂಡಿದ್ದರು. ಈ ಸಂದರ್ಭದಲ್ಲಿ, ಮಾತನಾಡಿದ ಗಣ್ಯರು ಶ್ರೀ ಕೃಷ್ಣನ ಜನ್ಮದಿನವೆ ಹಬ್ಬವಾಗಿ ಹೊರ ಹೊಮ್ಮಿದೆ. ಸಮಾಜದಲ್ಲಿ ಧರ್ಮ ನೆಲೆನಿಲ್ಲಲು ಮತ್ತು ಶ್ರೀ ಕೃಷ್ಣ ಜನ್ಮಾಷ್ಟಮಿ ಆಚರಣೆಯು ಭಕ್ತಿ ಸಂದೇಶವನ್ನು ಸಾರುತ್ತದೆ ಎಂದರು. ಶ್ರೀಕೃಷ್ಣ ತನ್ನ ಬಾಲ ಲೀಲೆಗಳು, ಮಹಾಭಾರತದಲ್ಲಿ ಧರ್ಮ ರಕ್ಷಣೆ ಮಾಡಿದ್ದಾನೆ. [892,2101,1186,2364]
byline-marker-icon [17,553,26,562]
section-rule-1 [12,991,1499,994]
col-divider-bottom [880,1944,881,2454]
devegowda-meeting-photo [742,1063,997,1222]
dharmika-col1: ಬೆಂಗಳೂರು: "ಧಾರ್ಮಿಕ ಆಚರಣೆ ಹಾಗೂ ಹಬ್ಬ, ಉತ್ಸವಗಳಿಗೆ ಸಂಬಂಧಿಸಿದಂತೆ ಕಾನೂನು ಪಾಲನೆ ಜೊತೆಗೆ ಸಂಪ್ರದಾಯದ ಭಾವನೆಗೆ ಧಕ್ಕೆಯಾಗದಂತೆ ಸರ್ಕಾರ ಕ್ರಮ ಕೈಗೊಳ್ಳಲಿದೆ" ಎಂದು ಕೃಷಿ ಸಚಿವ ಎನ್.ಚಲುವರಾಯಸ್ವಾಮಿ ತಿಳಿಸಿದರು. ವಿಧಾನಸಭೆಯಲ್ಲಿ ಶೂನ್ಯವೇಳೆಯಲ್ಲಿ ಬಿಜೆಪಿ ಸದಸ್ಯ ವೇದವ್ಯಾಸ ಕಾಮತ್ ಪ್ರಸ್ತಾಪಿಸಿದ ವಿಷಯಕ್ಕೆ ಸರ್ಕಾರದ ಪರವಾಗಿ ಉತ್ತರ ನೀಡಿದ ಸಚಿವರು, ಕಾಂಗ್ರೆಸ್-ಬಿಜೆಪಿ ಸರ್ಕಾರದ ಸ್ಪರ್ಧೆಯಲ್ಲ, ನಾವು ಆಡಳಿತದಲ್ಲಿ ಸಂವಿಧಾನ ಪಾಲನೆ ಮಾಡಬೇಕು ರಾತ್ರಿ 10 ಗಂಟೆಯ ನಂತರ ಚಲನಚಿತ್ರ ಪ್ರಕಾರ, ಸುಪ್ರೀಂ ಕೋರ್ಟ್ ನಿರ್ದೇಶನಗಳನ್ನು ಪಾಲಿಸಲು ಸರ್ಕಾರ ನಿರ್ದೇಶಿಸಿದೆ. ಗೌರವ ಭಾವನೆಗಳು ಹಾಗೂ ಸಂಪ್ರದಾಯಕ್ಕೆ ಧಕ್ಕೆಯಾಗದಂತೆ ಪೊಲೀಸರು ನೋಡಿಕೊಳ್ಳಬೇಕು. [17,2093,226,2357]
ganesha-subhead-box [498,1728,997,1783]
byline-text: ಬದಲಾವಣೆ ಸುದ್ದಿ [906,2078,976,2093]
col-divider [247,550,248,952]
byline-marker-icon [498,1453,507,1462]
ganesha-col1c: ಈ ಕುರಿತು ಸಾಮಾಜಿಕ ಜಾಲತಾಣ ಎಕ್ಸ್ [498,1789,651,1803]
ganesha-col2: ವಿನಾಯಕ ಚತುರ್ಥಿ ಅಥವಾ ವಿನಾಯಕ ಚೌತಿ ಎಂದೂ ಕರೆಯಲ್ಪಡುವ ಈ ಹಬ್ಬ ವಿಶೇಷವಾಗಿದ್ದು, ಎಲ್ಲಾ ಆರಾಧಕ ನಿವಾಸಿಗಳ ಗಣೇಶನನ್ನು ಭಕ್ತಿಯಿಂದ ಪೂಜಿಸಲಾಗುವುದು. ದೇಶ ಮತ್ತು ವಿದೇಶಗಳಲ್ಲಿ ಭಕ್ತರು ಗಣೇಶನನ್ನು ಪೆಂಡಾಲ್‌ಗಳಲ್ಲಿ ಸಂಗೀತ, ನೃತ್ಯ, ಮೆರವಣಿಗೆ ಮತ್ತು ಧಾರ್ಮಿಕ ಆಚರಣೆಗಳ ಮೂಲಕ ಭಕ್ತಿಯಿಂದ ಆಚರಿಸುತ್ತಾರೆ. ಮಹಾರಾಷ್ಟ್ರದ ರಾಜ್ಯ ಹಬ್ಬವಾಗಿರುವ ಗಣೇಶ ಚತುರ್ಥಿಗೆ ಈಗಾಗಲೇ ಮಹಾರಾಷ್ಟ್ರ ಸರ್ಕಾರ ರಜೆ ಘೋಷಣೆ ಮಾಡಿದೆ. 1893 ರಲ್ಲಿ ಲೋಕಮಾನ್ಯ ತಿಲಕರು ಮಹಾರಾಷ್ಟ್ರದಲ್ಲಿ ಸಾರ್ವಜನಿಕ ಗಣೇಶೋತ್ಸವದ ಸಂಪ್ರದಾಯ ಆರಂಭಿಸಿದ್ದರು. ಈ ಹಿನ್ನೆಲೆಯಲ್ಲಿ ಹಲವು ರಾಜ್ಯ ಹಬ್ಬವಾಗಿ ಮನ್ನಣೆ ನೀಡಿ ರಜೆ ಘೋಷಣೆ ಮಾಡುವ ಮೂಲಕ ಮಹಾರಾಷ್ಟ್ರ [1005,1452,1244,1684]
byline-marker-icon [498,1066,507,1076]
ganesha-byline [498,1450,722,1470]
delhi-cm-photo [15,261,479,543]
dehli-headline: ಇಂತಹ ದಾಳಿ ನನ್ನ ಚೈತನ್ಯವನ್ನು ಎಂದಿಗೂ ಕಸಿಯಲು ಸಾಧ್ಯವಿಲ್ಲ: ದೆಹಲಿ ಮುಖ್ಯಮಂತ್ರಿ ರೇಖಾ ಗುಪ್ತಾ [22,107,473,245]
devegowda-byline [498,1063,722,1083]
byline-text: ಬದಲಾವಣೆ ಸುದ್ದಿ [31,1516,101,1531]
dharmika-col4: ನಮ್ಮ ಕಾರ್ಯಕ್ರಮಗಳಿಗೆ ತೊಂದರೆಯಾಗುತ್ತಿದೆ. ಗಣೇಶೋತ್ಸವ, ನವರಾತ್ರಿ ಉತ್ಸವ ನಡೆಯುತ್ತಿವೆ. ಈ ಸಂದರ್ಭದಲ್ಲಿ ಆದೇಶಗಳನ್ನು ಸರ್ಕಾರ ಕ್ರಮವಾಗಿ ಪರಿಗಣಿಸಬೇಕು. ಶ್ರೀಕೃಷ್ಣಜನ್ಮಾಷ್ಟಮಿ ಸೇರಿದಂತೆ ಕಾರ್ಯಕ್ರಮಗಳಿಗೆ ಪೊಲೀಸರು ಅನುಮತಿ ನೀಡಬೇಕು ಎಂದು ಕಾಮತ್ ಒತ್ತಾಯಿಸಿದರು. ಈ ವೇಳೆ ಮಧ್ಯಪ್ರವೇಶಿಸಿದ ಸಚಿವ ಚಲುವರಾಯಸ್ವಾಮಿ, ಕರಾವಳಿ ಭಾಗದಲ್ಲಿ ಕೆಲ ಅಹಿತಕರ ಘಟನೆಗಳು ನಡೆದಿವೆ. ಈ ಹಿನ್ನೆಲೆಯಲ್ಲಿ ಸರ್ಕಾರ ಎಚ್ಚರಿಕೆ ವಹಿಸಿದೆ. ಹಬ್ಬ ಆಚರಣೆಗೆ ಯಾವುದೇ ತೊಂದರೆ ಇಲ್ಲ ಎಂದರು. [661,2073,870,2260]
assembly-photo [236,2071,437,2210]
byline-text: ಬದಲಾವಣೆ ಸುದ್ದಿ [31,550,101,565]
dharmika-headline-1: ಧಾರ್ಮಿಕ ಆಚರಣೆ, ಹಬ್ಬ, ಉತ್ಸವಗಳಿಗೆ ಸಂಬಂಧಿಸಿದಂತೆ [128,1953,761,1992]
date-box: ಆಗಸ್ಟ್ 21 2025 [12,43,246,83]
ganesha-col1: ನವದೆಹಲಿ: 'ಪದೇ ಆಗಸ್ಟ್ 27ಕ್ಕೆ ಗಣೇಶ ಚತುರ್ಥಿ ಹಬ್ಬ ಆಚರಣೆ ನಡೆಯಲಿದೆ. ಈ ಹಬ್ಬದ ನಿಮಿತ್ತ ಸಂಚಾರದಲ್ಲಿ ಕೆಲವು ಮಾರ್ಗಗಳಲ್ಲಿ ರೈಲ್ವೆ ಇಲಾಖೆ 392 ವಿಶೇಷ ರೈಲುಗಳನ್ನು ಸಂಚರಿಸಲು ನಿರ್ಧರಿಸಿದೆ. ಪ್ರಯಾಣಿಕರ ದಟ್ಟಣೆ ಕಡಿಮೆ ಮಾಡುವ ಉದ್ದೇಶದಿಂದ ವಿಶೇಷ ರೈಲು ಸೇವೆ ಒದಗಿಸಲಾಗುವುದು' ಎಂದು ಭಾರತೀಯ ರೈಲ್ವೆ ಪ್ರಕಟಣೆಯಲ್ಲಿ ತಿಳಿಸಿದೆ. ಈ ಬಗ್ಗೆ ಅಧಿಕೃತ ಪ್ರಕಟಣೆ ಮೂಲಕ ಮಾಹಿತಿ ನೀಡಿದೆ. [498,1470,761,1584]
krishna-event-photo [1196,2071,1498,2218]
feature-portrait-photo [742,199,1256,470]
krishna-col2: ಪಾಂಡವರ ಗೆಲುವಿಗಾಗಿ ನಿಲ್ಲುವುದರ ಜೊತೆಗೆ ದುಷ್ಟರ ಸಂಹಾರ ಹಾಗೂ ಶ್ರೀಕೃಷ್ಣನ ತತ್ವ ಸಿದ್ಧಾಂತಗಳು ಸರ್ವ ಕಾಲಕ್ಕೂ ಅನ್ವಯವಾಗುತ್ತದೆ ಎಂದು ಹೇಳಿದರು. ಇದೇ ಸಂದರ್ಭದಲ್ಲಿ ಶ್ರೀ ಕೃಷ್ಣ, ರಾಧಾ ಅವರ ವೇಷಧಾರಿ ಸ್ಪರ್ಧೆ ನಡೆಸಿ, ಮತ್ತಿತರ ಸಾಂಸ್ಕೃತಿಕ ಕಾರ್ಯಕ್ರಮಗಳು ವಿಶೇಷ ಗಮನ ಸೆಳೆದವು. ಸ್ಪರ್ಧೆ ನಿರ್ಣಾಯಕರಾಗಿ ಶಿಕ್ಷಕರಾದ ಶಾಂತಾ, ಗೀತಾ ಸೇರಿದಂತೆ ಶಿಕ್ಷಕರು ಪಾಲ್ಗೊಂಡು ಅವರ ಸಲಹೆಗಳು ನೀಡಿದರು. ನಂತರ ವಿವಿಧ ವೇಷಗಳಲ್ಲಿ ಸಾಂಸ್ಕೃತಿಕ ಕಾರ್ಯಕ್ರಮ ನೀಡಿದ ಮಕ್ಕಳಿಗೆ ಬಹುಮಾನ ವಿತರಿಸಲಾಯಿತು. ವಿಜೇತರಾದ ಅವರಿಗೆ ಲಯನ್ಸ್ ಶಾಲೆಯ ವತಿಯಿಂದ ಪ್ರಮಾಣ ಪತ್ರ ನೀಡಿ ಗೌರವಿಸಲಾಯಿತು. [1196,2228,1498,2376]
